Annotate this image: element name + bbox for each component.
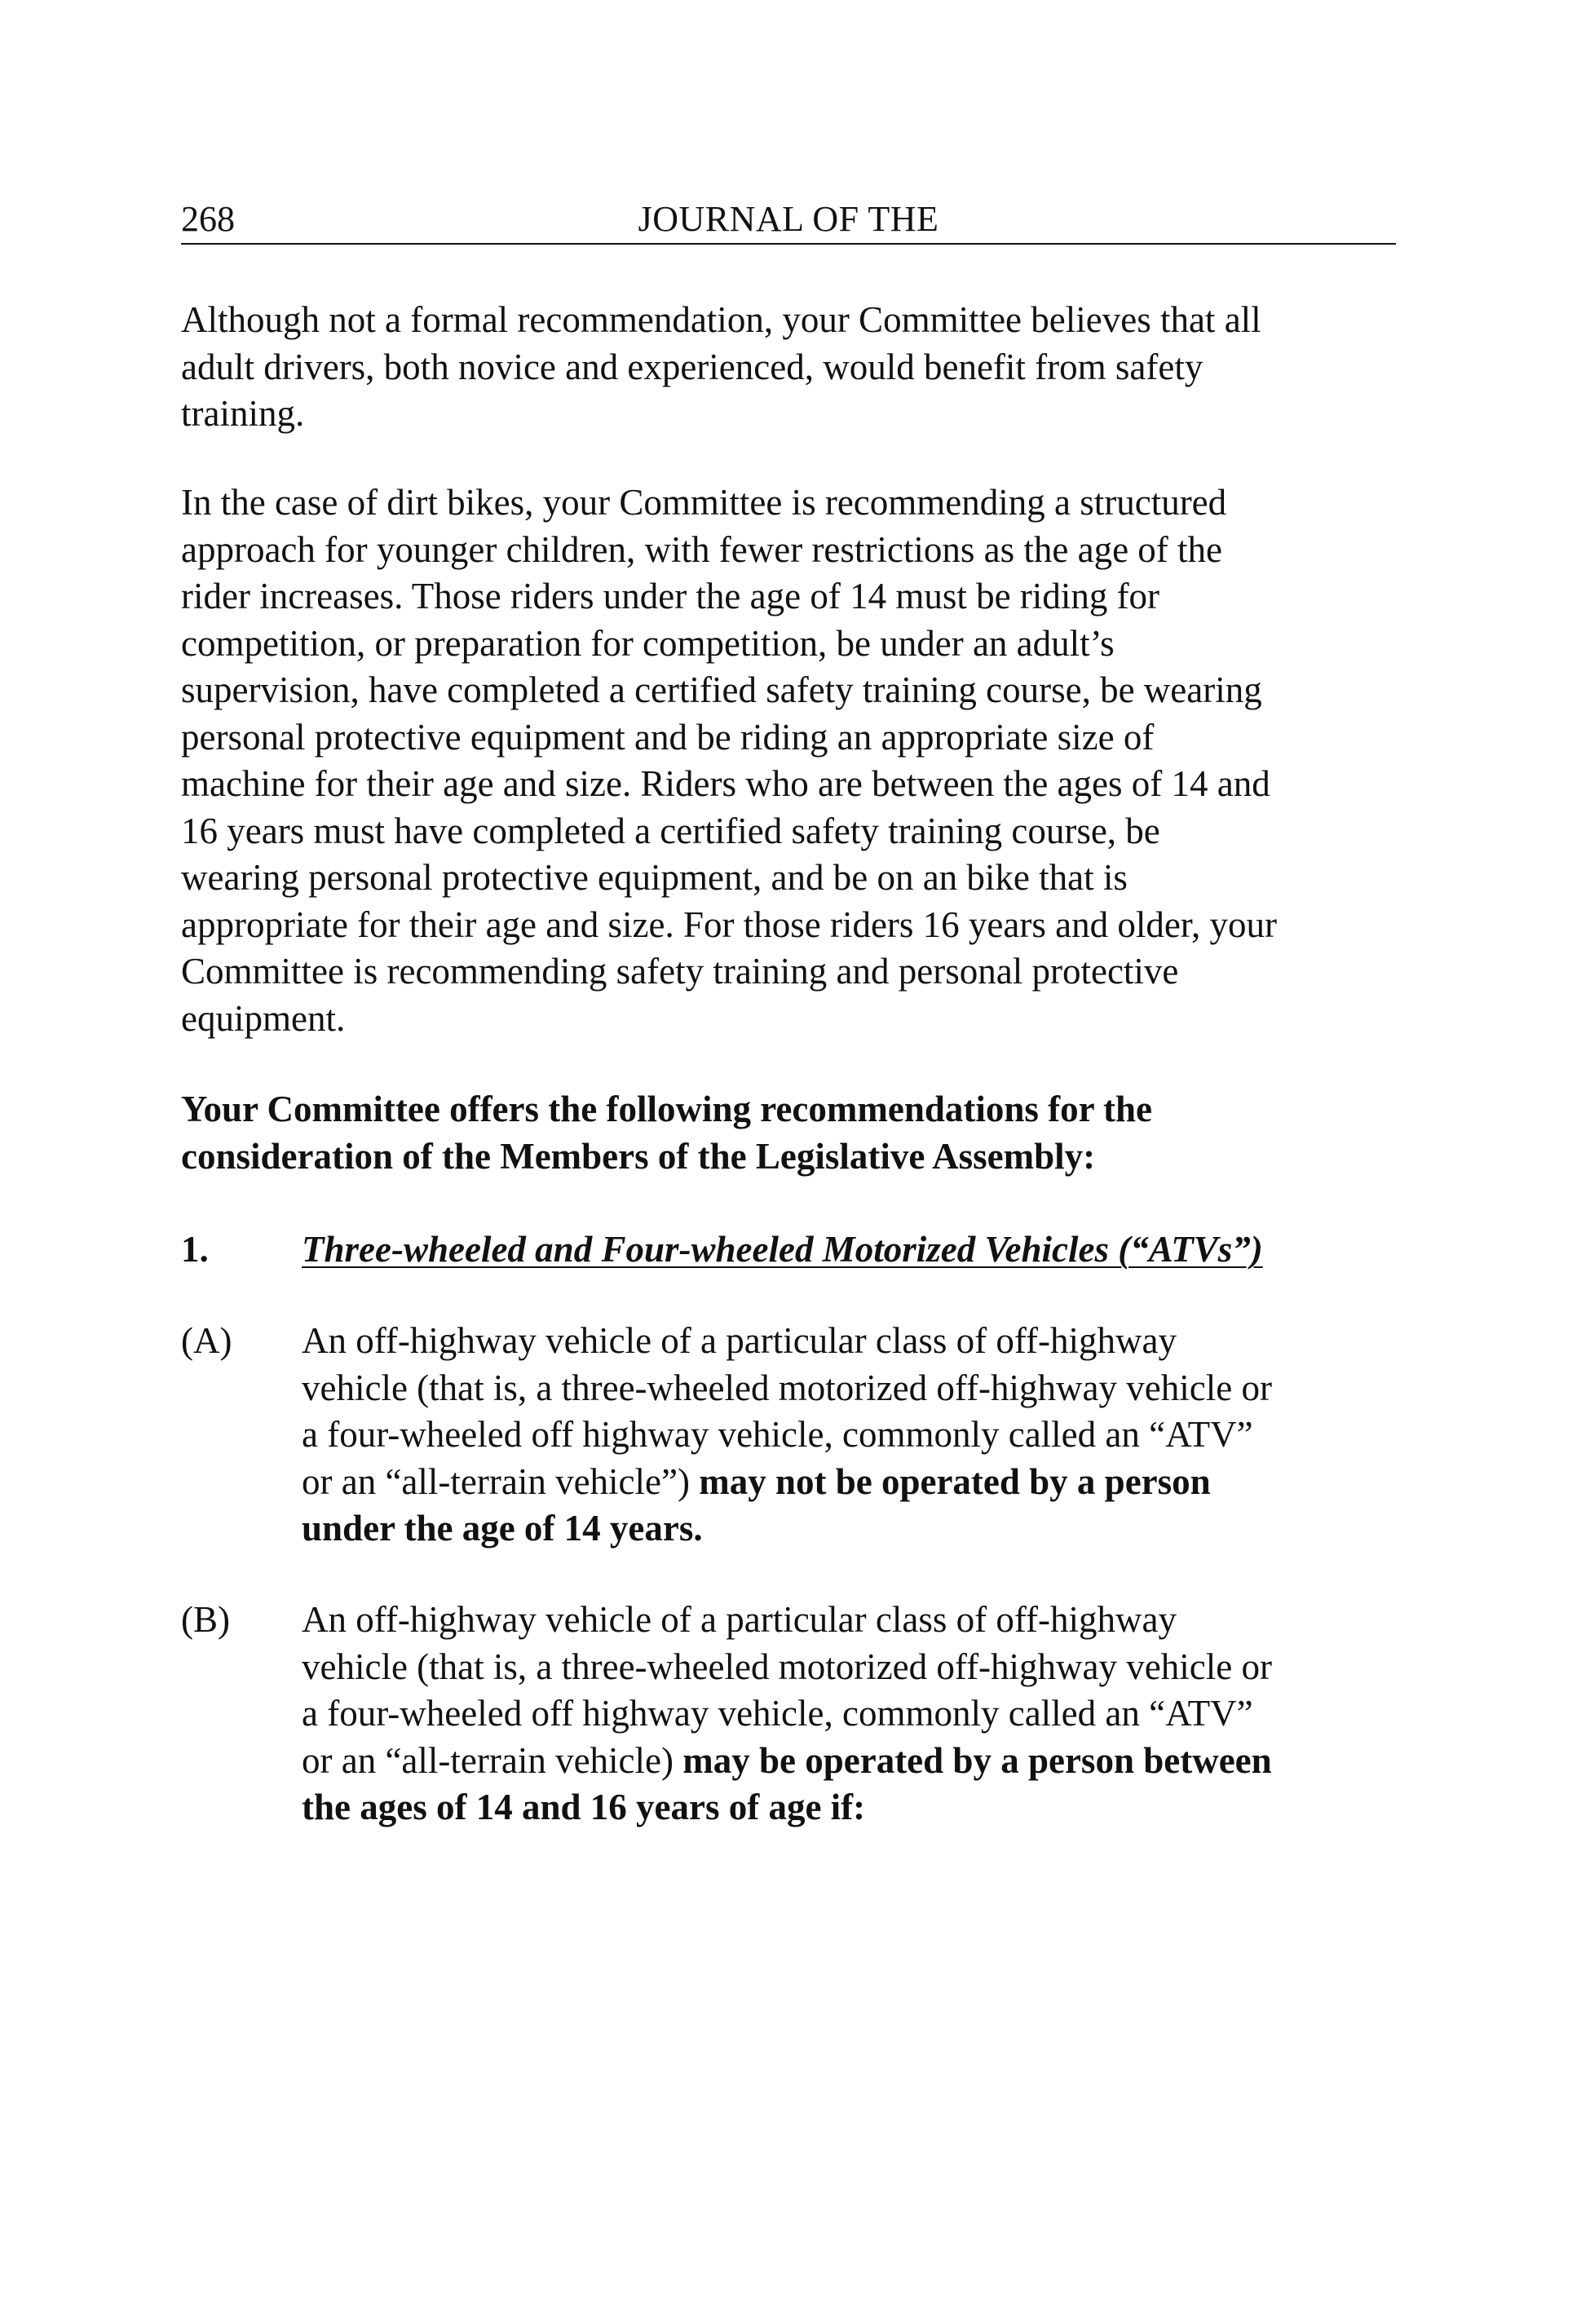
item-line: vehicle (that is, a three-wheeled motorized off-highway vehicle or [302,1367,1272,1408]
recommendations-intro [181,1086,1420,1180]
paragraph-line: Committee is recommending safety training and personal protective [181,951,1179,992]
item-line: the ages of 14 and 16 years of age if: [302,1787,866,1827]
item-line: under the age of 14 years. [302,1508,703,1549]
item-line: vehicle (that is, a three-wheeled motorized off-highway vehicle or [302,1646,1272,1687]
item-text-plain: or an “all-terrain vehicle) [302,1739,683,1781]
page-header [181,196,1396,245]
paragraph-line: Although not a formal recommendation, your Committee believes that all [181,299,1261,340]
paragraph-line: adult drivers, both novice and experienced, would benefit from safety [181,346,1204,387]
paragraph-line: supervision, have completed a certified safety training course, be wearing [181,669,1262,710]
section-number: 1. [181,1229,209,1270]
running-title: JOURNAL OF THE [638,199,939,239]
item-label: (B) [181,1599,230,1640]
item-body [302,1318,1419,1553]
item-line [302,1738,1419,1785]
paragraph-line: appropriate for their age and size. For those riders 16 years and older, your [181,904,1277,945]
paragraph-line: training. [181,393,305,434]
paragraph-line: approach for younger children, with fewer restrictions as the age of the [181,528,1223,570]
paragraph-dirt-bikes [181,479,1420,1042]
paragraph-line: competition, or preparation for competition, be under an adult’s [181,622,1115,664]
paragraph-line: In the case of dirt bikes, your Committee is recommending a structured [181,482,1227,523]
paragraph-line: wearing personal protective equipment, and be on an bike that is [181,857,1128,898]
item-text-plain: or an “all-terrain vehicle”) [302,1460,700,1502]
section-title: Three-wheeled and Four-wheeled Motorized Vehicles (“ATVs”) [302,1229,1263,1270]
item-line: An off-highway vehicle of a particular class of off-highway [302,1599,1177,1640]
item-line: a four-wheeled off highway vehicle, commonly called an “ATV” [302,1693,1253,1734]
paragraph-line: equipment. [181,997,346,1039]
paragraph-line: Your Committee offers the following recommendations for the [181,1089,1153,1129]
paragraph-line: 16 years must have completed a certified safety training course, be [181,810,1160,851]
item-body [302,1597,1419,1831]
item-line [302,1459,1419,1506]
paragraph-line: personal protective equipment and be riding an appropriate size of [181,716,1155,758]
paragraph-line: rider increases. Those riders under the age of 14 must be riding for [181,576,1160,616]
paragraph-line: machine for their age and size. Riders who are between the ages of 14 and [181,763,1270,804]
item-text-bold: may be operated by a person between [682,1739,1272,1781]
item-line: a four-wheeled off highway vehicle, commonly called an “ATV” [302,1414,1253,1455]
item-text-bold: may not be operated by a person [699,1460,1211,1502]
item-label: (A) [181,1320,232,1361]
paragraph-safety-training [181,297,1420,438]
page-number: 268 [181,199,235,239]
item-line: An off-highway vehicle of a particular class of off-highway [302,1320,1177,1361]
paragraph-line: consideration of the Members of the Legislative Assembly: [181,1135,1096,1177]
